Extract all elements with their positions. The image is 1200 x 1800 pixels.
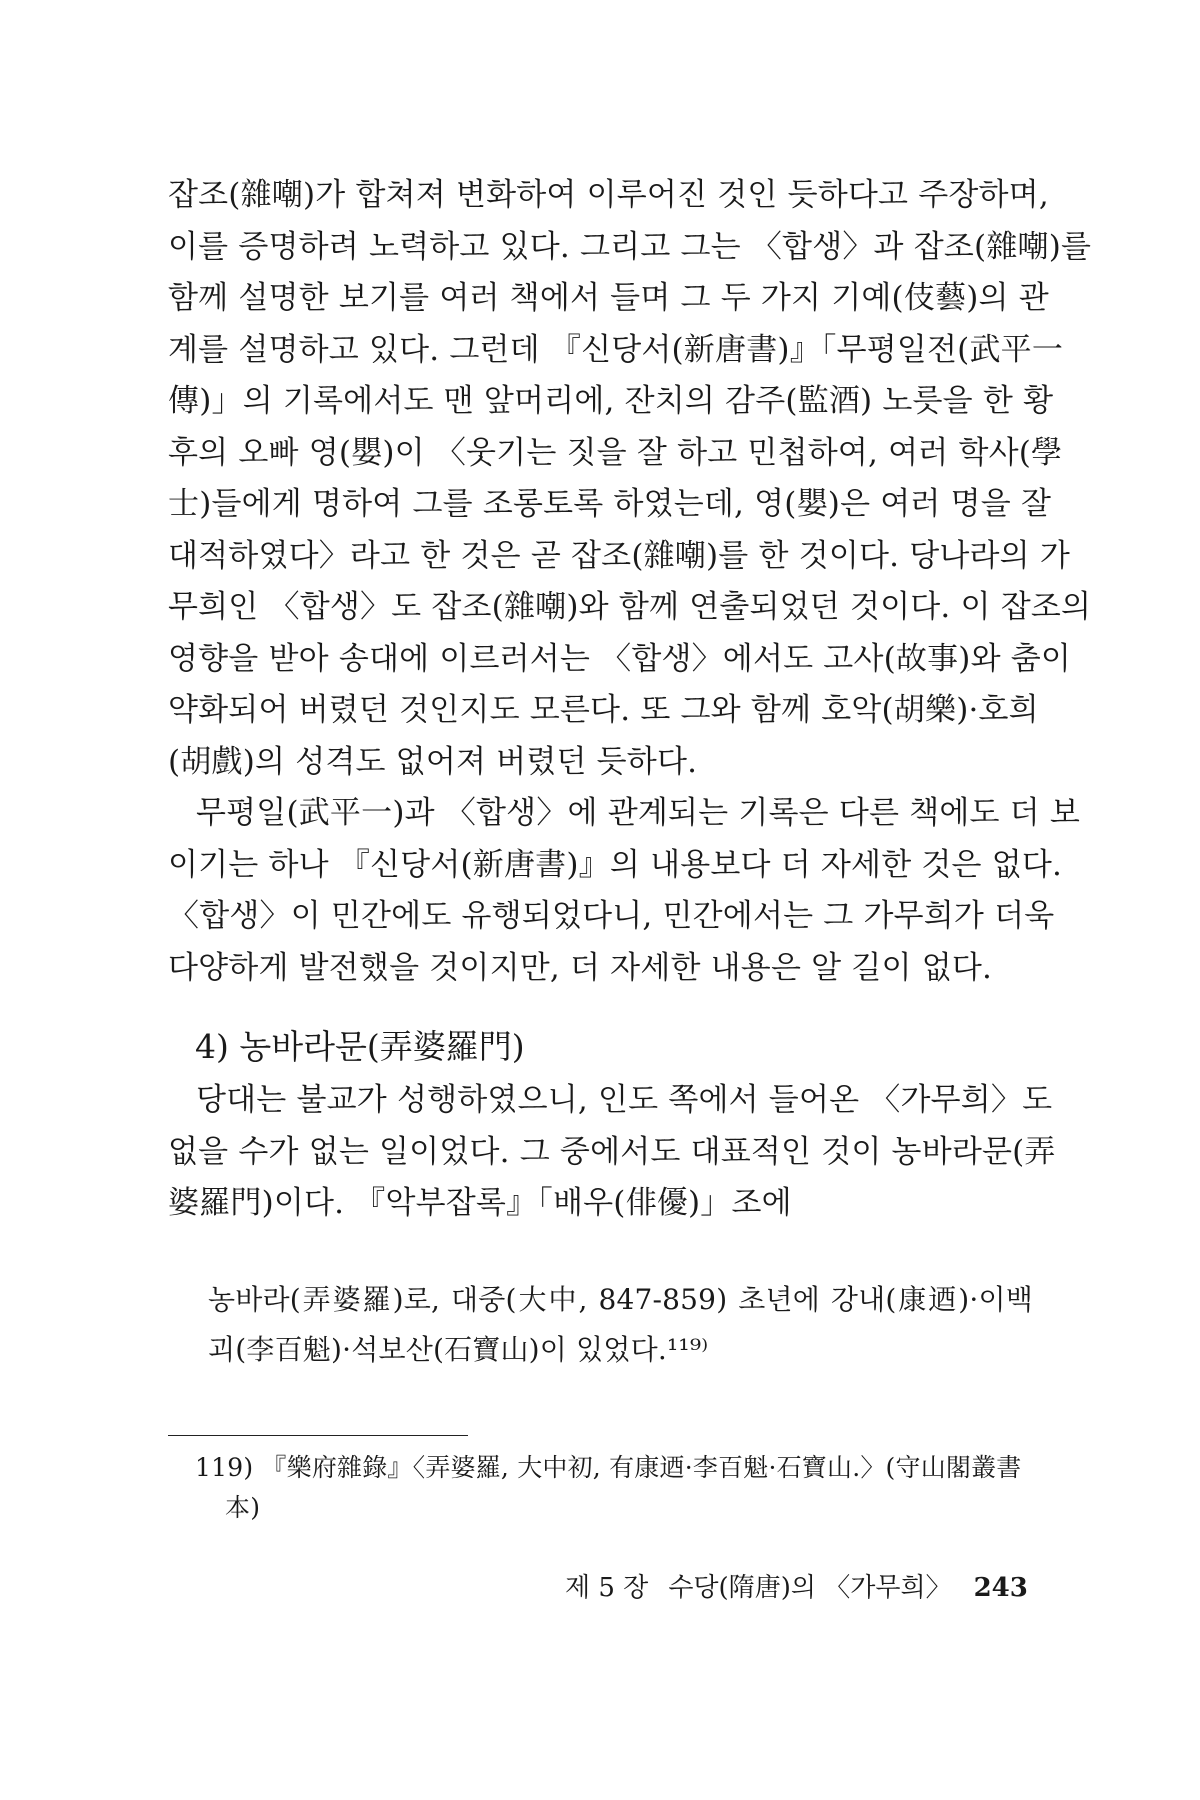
footnote-divider	[168, 1435, 468, 1436]
chapter-title: 수당(隋唐)의 〈가무희〉	[668, 1573, 952, 1603]
chapter-label: 제 5 장	[565, 1573, 649, 1603]
paragraph-continued	[168, 170, 1092, 994]
text-line: 傳)」의 기록에서도 맨 앞머리에, 잔치의 감주(監酒) 노릇을 한 황	[168, 383, 1054, 419]
text-line: 士)들에게 명하여 그를 조롱토록 하였는데, 영(嬰)은 여러 명을 잘	[168, 486, 1052, 522]
footnote	[195, 1448, 1033, 1528]
text-line: 무평일(武平一)과 〈합생〉에 관계되는 기록은 다른 책에도 더 보	[196, 795, 1081, 831]
text-line: 함께 설명한 보기를 여러 책에서 들며 그 두 가지 기예(伎藝)의 관	[168, 280, 1049, 316]
paragraph	[168, 1075, 1056, 1230]
quote-line: 농바라(弄婆羅)로, 대중(大中, 847-859) 초년에 강내(康迺)·이백	[208, 1283, 1033, 1316]
text-line: 계를 설명하고 있다. 그런데 『신당서(新唐書)』「무평일전(武平一	[168, 331, 1064, 368]
text-line: 무희인 〈합생〉도 잡조(雜嘲)와 함께 연출되었던 것이다. 이 잡조의	[168, 589, 1092, 625]
text-line: 잡조(雜嘲)가 합쳐져 변화하여 이루어진 것인 듯하다고 주장하며,	[168, 177, 1049, 213]
text-line: 대적하였다〉라고 한 것은 곧 잡조(雜嘲)를 한 것이다. 당나라의 가	[168, 537, 1071, 574]
running-footer	[565, 1568, 1028, 1608]
text-line: 없을 수가 없는 일이었다. 그 중에서도 대표적인 것이 농바라문(弄	[168, 1133, 1056, 1170]
text-line: 후의 오빠 영(嬰)이 〈웃기는 짓을 잘 하고 민첩하여, 여러 학사(學	[168, 434, 1063, 471]
text-line: (胡戲)의 성격도 없어져 버렸던 듯하다.	[168, 743, 698, 780]
text-line: 다양하게 발전했을 것이지만, 더 자세한 내용은 알 길이 없다.	[168, 949, 993, 986]
text-line: 영향을 받아 송대에 이르러서는 〈합생〉에서도 고사(故事)와 춤이	[168, 640, 1072, 677]
block-quote	[208, 1275, 1033, 1375]
section-heading: 4) 농바라문(弄婆羅門)	[195, 1027, 525, 1066]
page-number: 243	[973, 1573, 1028, 1603]
footnote-line: 本)	[225, 1493, 261, 1522]
text-line: 당대는 불교가 성행하였으니, 인도 쪽에서 들어온 〈가무희〉도	[196, 1082, 1053, 1118]
text-line: 약화되어 버렸던 것인지도 모른다. 또 그와 함께 호악(胡樂)·호희	[168, 692, 1039, 728]
text-line: 婆羅門)이다. 『악부잡록』「배우(俳優)」조에	[168, 1185, 792, 1221]
footnote-line: 119) 『樂府雜錄』〈弄婆羅, 大中初, 有康迺·李百魁·石寶山.〉(守山閣叢書	[195, 1453, 1022, 1482]
text-line: 이를 증명하려 노력하고 있다. 그리고 그는 〈합생〉과 잡조(雜嘲)를	[168, 228, 1092, 265]
quote-line: 괴(李百魁)·석보산(石寶山)이 있었다.¹¹⁹⁾	[208, 1333, 709, 1366]
text-line: 이기는 하나 『신당서(新唐書)』의 내용보다 더 자세한 것은 없다.	[168, 846, 1063, 883]
text-line: 〈합생〉이 민간에도 유행되었다니, 민간에서는 그 가무희가 더욱	[168, 898, 1055, 934]
